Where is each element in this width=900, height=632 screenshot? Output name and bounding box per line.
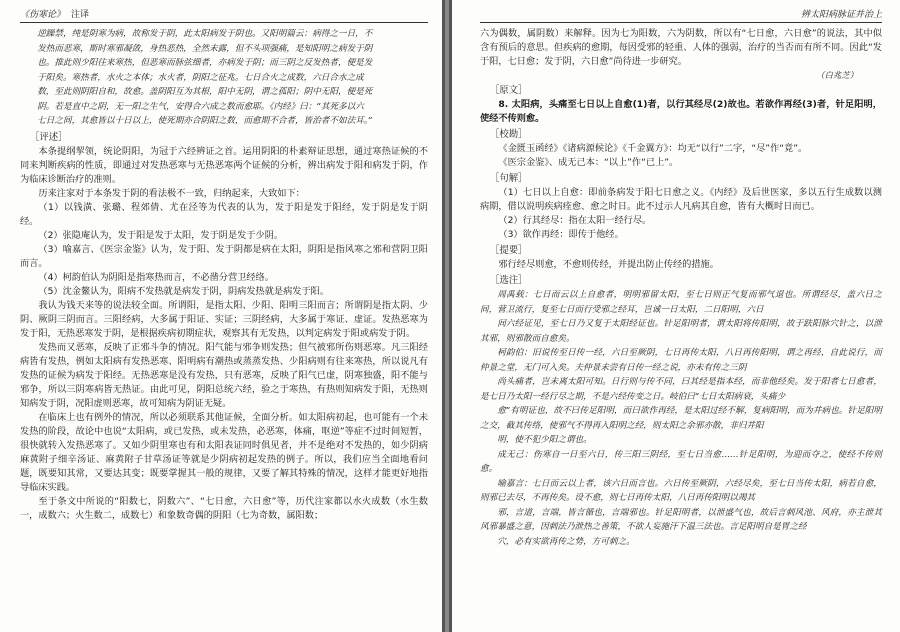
book-gutter — [442, 0, 452, 632]
quote-line: 阴。若是直中之阴，无一阳之生气，安得合六成之数而愈耶。《内经》曰：“其死多以六 — [37, 101, 364, 112]
note-line: 穴，必有实欲再传之势，方可刺之。 — [497, 536, 635, 547]
notes-block — [480, 288, 882, 549]
paragraph: 至于条文中所说的“阳数七，阴数六”、“七日愈，六日愈”等，历代注家都以水火成数（水生数一，成数六；火生数二，成数七）和象数奇偶的阴阳（七为奇数，属阳数； — [20, 495, 428, 521]
book-title: 《伤寒论》 — [20, 10, 66, 20]
paragraph: 发热而又恶寒，反映了正邪斗争的情况。阳气能与邪争则发热；但气被邪所伤则恶寒。凡三阳经病皆有发热，例如太阳病有发热恶寒、阳明病有潮热或蒸蒸发热、少阳病则有往来寒热，所以说凡有发热的证候为病发于阳经。无热恶寒是没有发热，只有恶寒，反映了阳气已虚，阴寒独盛，阳不能与邪争，所以三阴寒病皆无热证。由此可见，阴阳总统六经，验之于寒热，有热则知病发于阳，无热则知病发于阴，况阳虚则恶寒，故可知病为阴证无疑。 — [20, 341, 428, 409]
notes-heading: ［ 选注 ］ — [490, 273, 882, 288]
phrase-item: （2）行其经尽：指在太阳一经行尽。 — [498, 215, 652, 226]
collation-item: 《金匮玉函经》《诸病源候论》《千金翼方》：均无“以行”二字，“尽”作“竟”。 — [498, 143, 808, 154]
quote-line: 也。推此则少阳往来寒热，但恶寒而脉弦细者，亦病发于阴；而三阴之反发热者，便是发 — [37, 58, 373, 68]
quote-line: 发热而恶寒，斯时寒邪凝敛，身热恶热，全然未露，但不头项强痛，是知阳明之病发于阴 — [37, 43, 373, 54]
section-title: 辨太阳病脉证并治上 — [800, 10, 882, 20]
comment-heading: ［ 评述 ］ — [30, 130, 428, 145]
quote-line: 逆躁禁，纯是阴寒为病，故称发于阴，此太阳病发于阴也。又阳明篇云：病得之一日，不 — [37, 29, 373, 39]
note-line: 成无己：伤寒自一日至六日，传三阳三阴经，至七日当愈……针足阳明，为迎而夺之，使经不传则愈。 — [480, 449, 882, 474]
original-text: 8. 太阳病，头痛至七日以上自愈(1)者，以行其经尽(2)故也。若欲作再经(3)者，针足阳明，使经不传则愈。 — [480, 99, 882, 124]
quote-line: 数，至此则阴阳自和，故愈。盖阴阳互为其根，阳中无阴，谓之孤阳；阴中无阳，便是死 — [37, 87, 373, 97]
paragraph: 我认为钱天来等的说法较全面。所谓阳，是指太阳、少阳、阳明三阳而言；所谓阴是指太阴、少阴、厥阴三阴而言。三阳经病，大多属于阳证、实证；三阴经病，大多属于寒证、虚证。发热恶寒为发于阳，无热恶寒发于阴，是根据疾病初期症状，观察其有无发热，以判定病发于阳或病发于阴。 — [20, 299, 428, 339]
collation-heading: ［ 校勘 ］ — [490, 127, 882, 142]
collation-item: 《医宗金鉴》、成无己本：“以上”作“已上”。 — [498, 157, 679, 168]
quote-line: 七日之间，其愈皆以十日以上，使死期亦合阴阳之数，而愈期不合者，皆治者不如法耳。” — [37, 116, 373, 126]
phrase-item: （3）欲作再经：即传于他经。 — [498, 229, 624, 240]
summary-heading: ［ 提要 ］ — [490, 243, 882, 258]
note-line: 柯韵伯：旧说传至日传一经，六日至厥阴，七日再传太阳，八日再传阳明，谓之再经，自此说行，而仲景之堂，无门可入矣。夫仲景未尝有日传一经之说，亦未有传之三阴 — [480, 348, 882, 373]
author-signature: （白兆芝） — [816, 70, 858, 80]
right-page — [452, 0, 900, 632]
note-line: 明，使不犯少阳之谓也。 — [497, 435, 592, 445]
note-line: 尚头痛者，岂未离太阳可知。日行则与传不同，曰其经是指本经，而非他经矣。发于阳者七日愈者，是七日乃太阳一经行尽之期，不是六经传变之日。岐伯曰“七日太阳病衰，头痛少 — [480, 377, 882, 402]
left-page — [0, 0, 442, 632]
quote-line: 于阳矣。寒热者，水火之本体；水火者，阴阳之征兆。七日合火之成数，六日合水之成 — [37, 72, 364, 83]
note-line: 间六经证见，至七日乃又复于太阳经证也。针足阳明者，谓太阳将传阳明，故于趺阳脉穴针之，以泄其邪，则邪散而自愈矣。 — [480, 319, 882, 344]
note-line: 喻嘉言：七日而云以上者，该六日而言也。六日传至厥阴，六经尽矣，至七日当传太阳，病若自愈，则邪已去尽，不再传矣。设不愈，则七日再传太阳，八日再传阳明以竭其 — [480, 478, 882, 503]
paragraph: 历来注家对于本条发于阴的看法极不一致，归纳起来，大致如下： — [38, 187, 305, 199]
phrase-heading: ［ 句解 ］ — [490, 171, 882, 186]
list-item: （2）张隐庵认为，发于阳是发于太阳，发于阴是发于少阴。 — [38, 229, 284, 241]
right-running-head — [480, 8, 882, 23]
list-item: （3）喻嘉言、《医宗金鉴》认为，发于阳、发于阴都是病在太阳，阴阳是指风寒之邪和营阴卫阳而言。 — [20, 243, 428, 269]
note-line: 愈”有明证也，故不曰传足阳明，而曰欲作再经，是太阳过经不解，复病阳明，而为并病也。针足阳明之交，截其传络，使邪气不得再入阳明之经，则太阳之余邪亦散，非归并阳 — [480, 406, 882, 431]
note-line: 邪，言道，言端，皆言循也，言端邪也。针足阳明者，以泄盛气也，故后言刺风池、风府，亦主泄其风邪暴盛之意，因刺法乃泄热之善策，不欲人妄施汗下温三法也。言足阳明自是胃之经 — [480, 507, 882, 532]
phrase-item: （1）七日以上自愈：即前条病发于阳七日愈之义。《内经》及后世医家，多以五行生成数以测病期，借以说明疾病痊愈、愈之时日。此不过示人凡病其自愈，皆有大概时日而已。 — [480, 187, 882, 212]
left-running-head — [20, 8, 428, 23]
list-item: （1）以钱潢、张璐、程郊倩、尤在泾等为代表的认为，发于阳是发于阳经，发于阴是发于阴经。 — [20, 201, 428, 227]
paragraph: 在临床上也有例外的情况，所以必须联系其他证候，全面分析。如太阳病初起，也可能有一个未发热的阶段，故论中也说“太阳病，或已发热，或未发热，必恶寒，体痛，呕逆”等症不过时间短暂，很快就转入发热恶寒了。又如少阴里寒也有和太阳表证同时俱见者，并不是绝对不发热的，如少阴病麻黄附子细辛汤证、麻黄附子甘草汤证等就是少阴病初起发热的例子。所以，我们应当全面地看问题，既要知其常，又要达其变；既要掌握其一般的规律，又要了解其特殊的情况，这样才能更好地指导临床实践。 — [20, 411, 428, 493]
original-heading: ［ 原文 ］ — [490, 83, 882, 98]
book-subtitle: 注译 — [71, 10, 90, 20]
list-item: （5）沈金鳌认为，阳病不发热就是病发于阴，阴病发热就是病发于阳。 — [38, 285, 330, 297]
list-item: （4）柯韵伯认为阴阳是指寒热而言，不必凿分营卫经络。 — [38, 271, 274, 283]
paragraph: 六为偶数，属阴数）来解释。因为七为阳数，六为阴数，所以有“七日愈，六日愈”的说法，其中似含有预后的意思。但疾病的愈期，每因受邪的轻重、人体的强弱，治疗的当否而有所不同。因此“发于阳，七日愈；发于阴，六日愈”尚待进一步研究。 — [480, 28, 882, 67]
quote-block — [20, 27, 428, 129]
note-line: 周禹载：七日而云以上自愈者，明明邪留太阳，至七日则正气复而邪气退也。所谓经尽，盖六日之间，营卫流行，复至七日而行受邪之经耳，岂诚一日太阳，二日阳明，六日 — [480, 290, 882, 315]
paragraph: 本条提纲挈领，统论阴阳，为冠于六经辨证之首。运用阴阳的朴素辩证思想，通过寒热证候的不同来判断疾病的性质，即通过对发热恶寒与无热恶寒两个证候的分析，辨出病发于阳和病发于阴，作为临床诊断治疗的准则。 — [20, 145, 428, 185]
summary-text: 邪行经尽则愈，不愈则传经，并提出防止传经的措施。 — [498, 259, 719, 270]
